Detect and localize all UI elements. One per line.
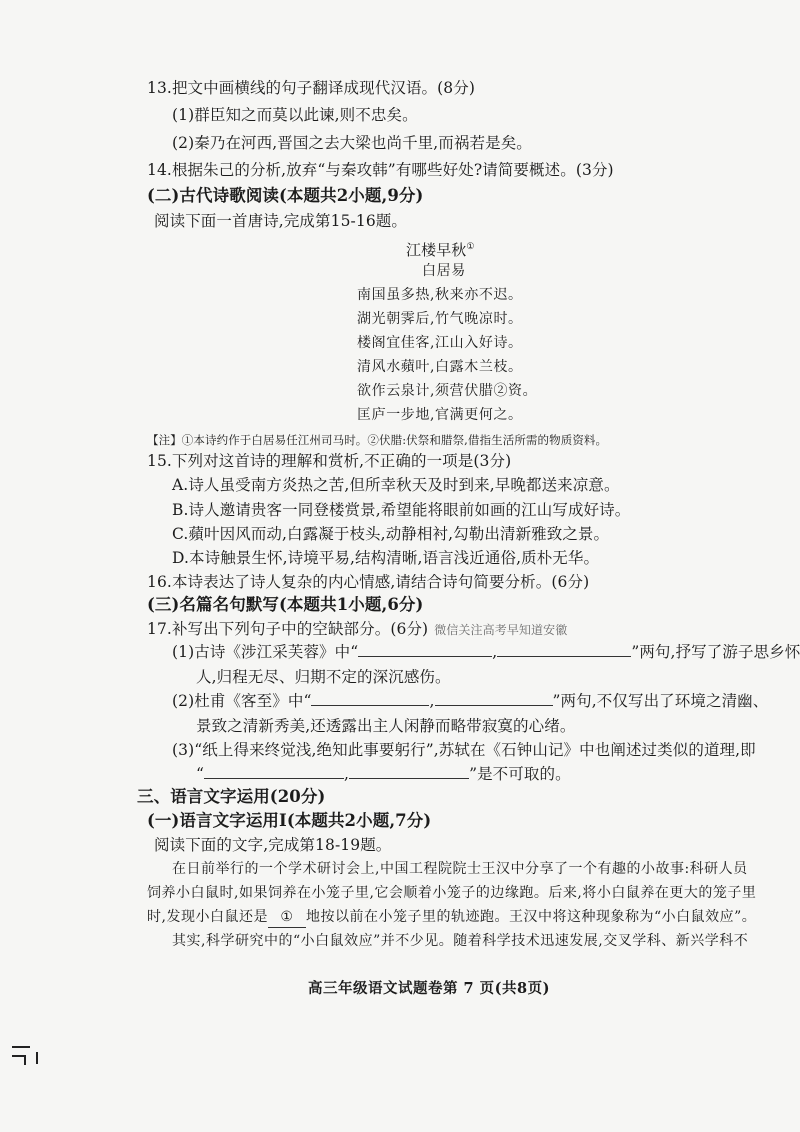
answer-blank[interactable] bbox=[358, 642, 492, 657]
answer-blank[interactable] bbox=[497, 642, 631, 657]
page-footer: 高三年级语文试题卷第 7 页(共8页) bbox=[308, 980, 550, 997]
corner-registration-mark bbox=[12, 1046, 54, 1066]
watermark-text: 微信关注高考早知道安徽 bbox=[434, 623, 568, 637]
poetry-intro: 阅读下面一首唐诗,完成第15-16题。 bbox=[154, 212, 408, 230]
poem-line: 楼阁宜佳客,江山入好诗。 bbox=[357, 335, 523, 351]
section-poetry-heading: (二)古代诗歌阅读(本题共2小题,9分) bbox=[147, 186, 424, 205]
passage-line: 其实,科学研究中的“小白鼠效应”并不少见。随着科学技术迅速发展,交叉学科、新兴学科不 bbox=[172, 933, 749, 949]
poem-title-footnote-mark: ① bbox=[466, 242, 475, 252]
q17-item-2: (2)杜甫《客至》中“ , ”两句,不仅写出了环境之清幽、 bbox=[172, 692, 769, 710]
poem-line: 匡庐一步地,官满更何之。 bbox=[357, 407, 523, 423]
q15-stem: 15.下列对这首诗的理解和赏析,不正确的一项是(3分) bbox=[147, 452, 512, 470]
poem-line: 欲作云泉计,须营伏腊②资。 bbox=[357, 383, 538, 399]
answer-blank[interactable] bbox=[349, 764, 469, 779]
passage-line: 时,发现小白鼠还是 ① 地按以前在小笼子里的轨迹跑。王汉中将这种现象称为“小白鼠效应”。 bbox=[147, 907, 756, 928]
q14-stem: 14.根据朱己的分析,放弃“与秦攻韩”有哪些好处?请简要概述。(3分) bbox=[147, 161, 614, 179]
q17-item-3: (3)“纸上得来终觉浅,绝知此事要躬行”,苏轼在《石钟山记》中也阐述过类似的道理,即 bbox=[172, 741, 756, 759]
q17-item-2-cont: 景致之清新秀美,还透露出主人闲静而略带寂寞的心绪。 bbox=[196, 717, 576, 735]
answer-blank[interactable] bbox=[435, 691, 553, 706]
q15-option-b: B.诗人邀请贵客一同登楼赏景,希望能将眼前如画的江山写成好诗。 bbox=[172, 501, 631, 519]
q15-option-a: A.诗人虽受南方炎热之苦,但所幸秋天及时到来,早晚都送来凉意。 bbox=[172, 476, 620, 494]
passage-line: 饲养小白鼠时,如果饲养在小笼子里,它会顺着小笼子的边缘跑。后来,将小白鼠养在更大的笼子里 bbox=[147, 885, 757, 901]
poem-line: 清风水蘋叶,白露木兰枝。 bbox=[357, 359, 523, 375]
q17-item-1: (1)古诗《涉江采芙蓉》中“ , ”两句,抒写了游子思乡怀 bbox=[172, 643, 800, 661]
answer-blank[interactable] bbox=[311, 691, 429, 706]
section-language-heading: 三、语言文字运用(20分) bbox=[137, 787, 326, 806]
q17-item-1-cont: 人,归程无尽、归期不定的深沉感伤。 bbox=[196, 668, 451, 686]
q15-option-d: D.本诗触景生怀,诗境平易,结构清晰,语言浅近通俗,质朴无华。 bbox=[172, 549, 600, 567]
language-intro: 阅读下面的文字,完成第18-19题。 bbox=[154, 836, 392, 854]
poem-line: 湖光朝霁后,竹气晚凉时。 bbox=[357, 311, 523, 327]
q16-stem: 16.本诗表达了诗人复杂的内心情感,请结合诗句简要分析。(6分) bbox=[147, 573, 590, 591]
poem-line: 南国虽多热,秋来亦不迟。 bbox=[357, 287, 523, 303]
section-recitation-heading: (三)名篇名句默写(本题共1小题,6分) bbox=[147, 595, 424, 614]
poem-footnote: 【注】①本诗约作于白居易任江州司马时。②伏腊:伏祭和腊祭,借指生活所需的物质资料。 bbox=[147, 433, 608, 447]
q13-sentence-1: (1)群臣知之而莫以此谏,则不忠矣。 bbox=[172, 106, 418, 124]
q13-stem: 13.把文中画横线的句子翻译成现代汉语。(8分) bbox=[147, 79, 476, 97]
passage-blank-1[interactable]: ① bbox=[268, 907, 306, 928]
answer-blank[interactable] bbox=[204, 764, 344, 779]
q15-option-c: C.蘋叶因风而动,白露凝于枝头,动静相衬,勾勒出清新雅致之景。 bbox=[172, 525, 610, 543]
subsection-language-heading: (一)语言文字运用Ⅰ(本题共2小题,7分) bbox=[147, 811, 432, 830]
q13-sentence-2: (2)秦乃在河西,晋国之去大梁也尚千里,而祸若是矣。 bbox=[172, 134, 532, 152]
q17-item-3-cont: “ , ”是不可取的。 bbox=[196, 765, 571, 783]
poem-title: 江楼早秋① bbox=[406, 241, 475, 259]
passage-line: 在日前举行的一个学术研讨会上,中国工程院院士王汉中分享了一个有趣的小故事:科研人员 bbox=[172, 861, 748, 877]
q17-stem: 17.补写出下列句子中的空缺部分。(6分) 微信关注高考早知道安徽 bbox=[147, 620, 568, 638]
poem-author: 白居易 bbox=[422, 263, 466, 279]
